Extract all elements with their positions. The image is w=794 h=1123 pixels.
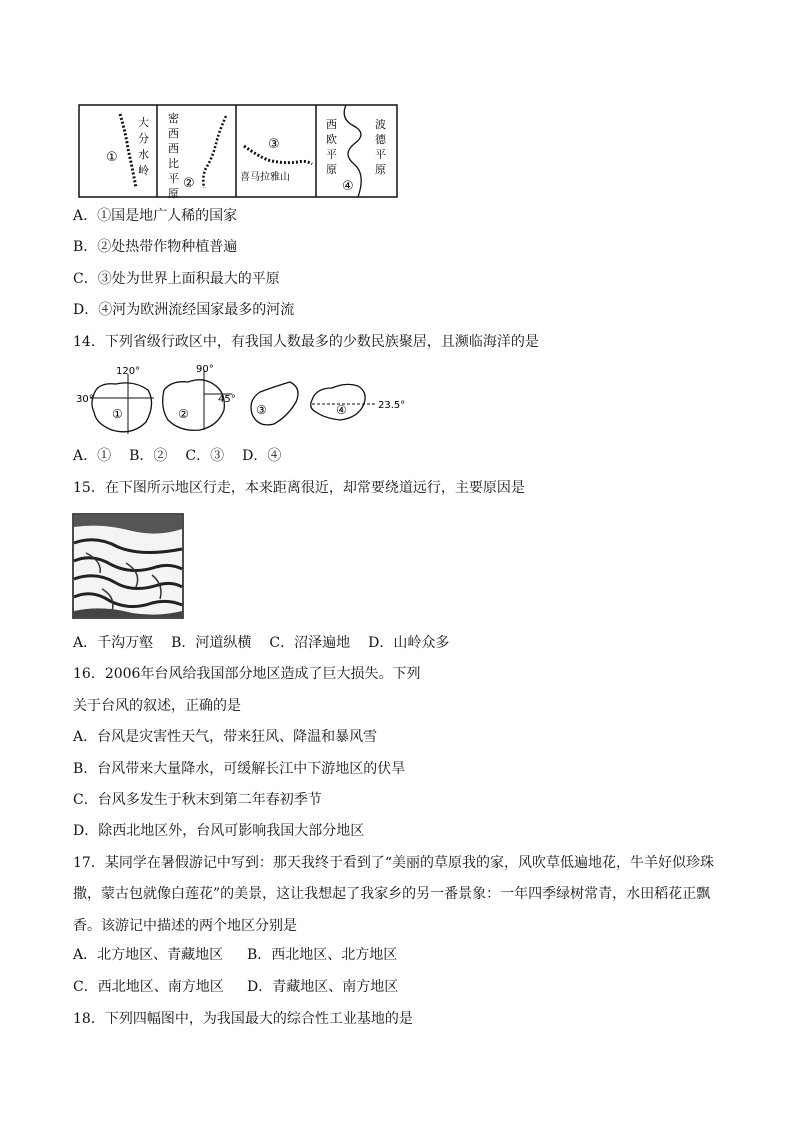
svg-text:平: 平	[326, 148, 337, 161]
river-2	[203, 116, 226, 188]
q17-options-row2: C．西北地区、南方地区 D．青藏地区、南方地区	[73, 979, 399, 995]
svg-text:欧: 欧	[326, 133, 337, 146]
q17-options-row1: A．北方地区、青藏地区 B．西北地区、北方地区	[73, 947, 398, 963]
svg-text:分: 分	[138, 132, 149, 145]
svg-text:密: 密	[168, 112, 179, 125]
q16-stem-line1: 16．2006年台风给我国部分地区造成了巨大损失。下列	[73, 666, 421, 682]
q16-option-a: A．台风是灾害性天气，带来狂风、降温和暴风雪	[73, 729, 378, 745]
q14-lon1: 120°	[116, 366, 141, 377]
panel3-num: ③	[268, 137, 280, 152]
q14-options: A．① B．② C．③ D．④	[73, 448, 282, 464]
q15-landscape-image	[72, 513, 184, 619]
svg-text:西: 西	[168, 127, 179, 140]
q13-option-a: A．①国是地广人稀的国家	[73, 208, 238, 224]
q14-lat4: 23.5°	[378, 400, 406, 411]
svg-text:西: 西	[168, 142, 179, 155]
q18-stem: 18．下列四幅图中，为我国最大的综合性工业基地的是	[73, 1011, 413, 1027]
q14-num4: ④	[336, 403, 347, 417]
q15-stem: 15．在下图所示地区行走，本来距离很近，却常要绕道远行，主要原因是	[73, 480, 525, 496]
svg-text:原: 原	[375, 163, 386, 176]
q17-stem-line1: 17．某同学在暑假游记中写到：那天我终于看到了“美丽的草原我的家，风吹草低遍地花，牛羊好似珍珠	[73, 855, 714, 871]
q15-options: A．千沟万壑 B．河道纵横 C．沼泽遍地 D．山岭众多	[73, 635, 450, 651]
svg-text:西: 西	[326, 118, 337, 131]
q13-option-b: B．②处热带作物种植普遍	[73, 239, 238, 255]
svg-text:水: 水	[138, 148, 149, 161]
panel2-num: ②	[183, 176, 195, 191]
svg-text:原: 原	[168, 187, 179, 200]
svg-text:原: 原	[326, 163, 337, 176]
q17-stem-line3: 香。该游记中描述的两个地区分别是	[73, 918, 297, 934]
panel3-label: 喜马拉雅山	[240, 172, 290, 183]
q16-option-d: D．除西北地区外，台风可影响我国大部分地区	[73, 823, 365, 839]
q14-num2: ②	[178, 407, 189, 421]
q14-lat2: 45°	[218, 394, 236, 405]
q16-stem-line2: 关于台风的叙述，正确的是	[73, 698, 241, 714]
q13-option-d: D．④河为欧洲流经国家最多的河流	[73, 302, 295, 318]
svg-text:波: 波	[375, 118, 386, 131]
svg-text:德: 德	[375, 133, 386, 146]
svg-text:平: 平	[375, 148, 386, 161]
q14-num3: ③	[256, 403, 267, 417]
q14-lon2: 90°	[196, 364, 214, 375]
panel4-num: ④	[342, 179, 354, 194]
svg-text:岭: 岭	[138, 164, 149, 177]
q16-option-c: C．台风多发生于秋末到第二年春初季节	[73, 792, 322, 808]
q14-num1: ①	[112, 407, 123, 421]
q16-option-b: B．台风带来大量降水，可缓解长江中下游地区的伏旱	[73, 761, 406, 777]
q14-figure	[76, 364, 416, 440]
mountain-range-1	[120, 114, 136, 188]
q17-stem-line2: 撒，蒙古包就像白莲花”的美景，这让我想起了我家乡的另一番景象：一年四季绿树常青，水田稻花正飘	[73, 886, 711, 902]
panel1-num: ①	[106, 150, 118, 165]
svg-text:大: 大	[138, 116, 149, 129]
q13-figure	[78, 104, 398, 200]
q14-stem: 14．下列省级行政区中，有我国人数最多的少数民族聚居，且濒临海洋的是	[73, 334, 539, 350]
svg-text:比: 比	[168, 157, 179, 170]
q13-option-c: C．③处为世界上面积最大的平原	[73, 271, 280, 287]
province-outline-2	[163, 380, 225, 431]
svg-text:平: 平	[168, 172, 179, 185]
q14-lat1: 30°	[76, 394, 94, 405]
